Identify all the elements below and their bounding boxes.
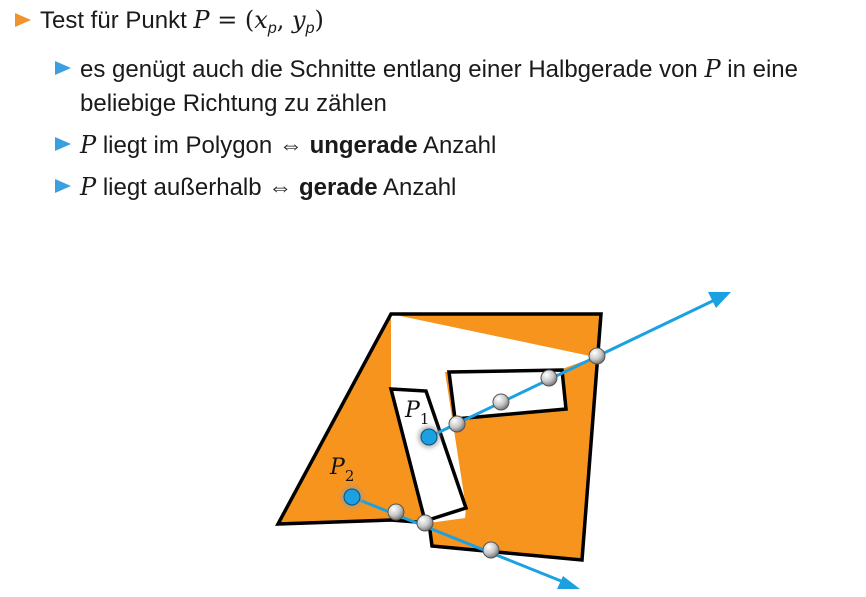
math-x: x	[254, 6, 268, 34]
math-comma: ,	[276, 6, 293, 34]
intersection-point	[493, 394, 509, 410]
math-P: P	[80, 131, 97, 159]
intersection-point	[541, 370, 557, 386]
math-y: y	[292, 6, 306, 34]
sub3-pre: liegt außerhalb ⇔	[96, 174, 299, 201]
intersection-point	[589, 348, 605, 364]
math-P: P	[80, 173, 97, 201]
point-p2	[341, 486, 363, 508]
label-p2-letter: P	[330, 455, 345, 480]
intersection-point	[449, 416, 465, 432]
sub3-bold: gerade	[298, 174, 378, 201]
intersection-point	[483, 542, 499, 558]
sub1-line1-post: in eine	[720, 56, 798, 83]
label-p1-sub: 1	[419, 410, 430, 428]
point-p1	[418, 426, 440, 448]
bullet-main-label: Test für Punkt	[40, 7, 194, 34]
ray-p2-arrowhead-icon	[557, 576, 580, 589]
label-p1-letter: P	[405, 398, 420, 423]
math-P: P	[704, 55, 721, 83]
math-eq: = (	[209, 6, 255, 34]
math-close: )	[314, 6, 324, 34]
sub1-line2: beliebige Richtung zu zählen	[80, 90, 387, 117]
sub3-post: Anzahl	[377, 174, 457, 201]
sub2-post: Anzahl	[417, 132, 497, 159]
sub1-line1-pre: es genügt auch die Schnitte entlang einer Halbgerade von	[80, 56, 705, 83]
label-p2-sub: 2	[344, 467, 355, 485]
math-y-sub: p	[305, 20, 315, 37]
intersection-point	[388, 504, 404, 520]
math-x-sub: p	[267, 20, 277, 37]
sub2-pre: liegt im Polygon ⇔	[96, 132, 310, 159]
sub2-bold: ungerade	[309, 132, 418, 159]
intersection-point	[417, 515, 433, 531]
math-P: P	[193, 6, 210, 34]
